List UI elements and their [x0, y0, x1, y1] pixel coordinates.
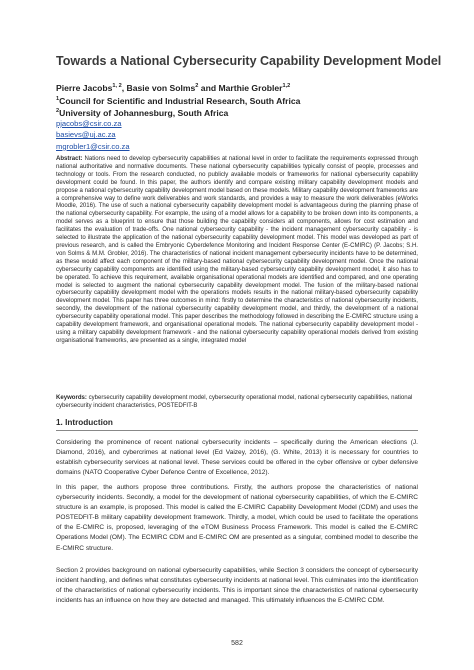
- author-block: [56, 82, 436, 120]
- author-name: Basie von Solms: [126, 83, 196, 93]
- author-separator: and: [198, 83, 219, 93]
- email-link[interactable]: mgrobler1@csir.co.za: [56, 141, 130, 151]
- affiliation-name: Council for Scientific and Industrial Research, South Africa: [59, 95, 301, 106]
- abstract: [56, 156, 418, 346]
- email-list: [56, 118, 130, 152]
- keywords-text: cybersecurity capability development model, cybersecurity operational model, national cybersecurity capabilities, national cybersecurity incident characteristics, POSTEDFIT-B: [56, 395, 413, 409]
- body-paragraph: Section 2 provides background on national cybersecurity capabilities, while Section 3 considers the concept of cybersecurity incident handling, and defines what constitutes cybersecurity incidents at national level. This culminates into the identification of the characteristics of national cybersecurity incidents. This is important since the characteristics of national cybersecurity incidents has an influence on how they are detected and managed. This ultimately influences the E-CMIRC CDM.: [56, 567, 418, 605]
- affiliation-number: 2: [56, 108, 60, 115]
- affiliation-marker: 1,2: [282, 83, 291, 90]
- abstract-text: Nations need to develop cybersecurity capabilities at national level in order to facilitate the requirements expressed through national authoritative and normative documents. These national cybersecurity capabilities typically consist of people, processes and technology or tools. From the research conducted, no publicly available models or frameworks for national cybersecurity capability development could be found. In this paper, the authors identify and compare existing military capability development models and propose a national cybersecurity capability development model based on these models. Military capability development frameworks are a comprehensive way to define work deliverables and work standards, and provides a way to measure the work deliverables (eWorks Moodle, 2016). The use of such a national cybersecurity capability development model is advantageous during the planning phase of the national cybersecurity capability. For example, the using of a model allows for a capability to be broken down into its components, a model serves as a blueprint to ensure that those building the capability considers all components, allows for cost estimation and facilitates the evaluation of trade-offs. One national cybersecurity capability - the incident management cybersecurity capability - is selected to illustrate the application of the national cybersecurity capability development model. This model was developed as part of previous research, and is called the Embryonic Cyberdefence Monitoring and Incident Response Center (E-CMIRC) (P. Jacobs; S.H. von Solms & M.M. Grobler, 2016). The characteristics of national incident management cybersecurity incidents have to be determined, as these would affect each component of the military-based national cybersecurity capability development model. Once the national cybersecurity capability components are identified using the military-based cybersecurity capability development model, it also has to be operated. To achieve this requirement, available organisational operational models are identified and compared, and one operating model is selected to augment the national cybersecurity capability development model. The fusion of the military-based national cybersecurity capability development model with the operations models results in the national military-based cybersecurity capability development model. This paper has three outcomes in mind: firstly to determine the characteristics of national cybersecurity incidents, secondly, the development of the national cybersecurity capability development model, and thirdly, the development of a national cybersecurity capability operational model. This paper describes the methodology followed in describing the E-CMIRC structure using a capability development framework, and organisational operational models. The national cybersecurity capability development model - using a military capability development framework - and the national cybersecurity capability operational models derived from existing organisational frameworks, are presented as a single, integrated model: [56, 156, 418, 344]
- affiliation-marker: 1, 2: [112, 83, 122, 90]
- author-name: Pierre Jacobs: [56, 83, 113, 93]
- section-divider: [56, 430, 418, 431]
- section-heading: 1. Introduction: [56, 418, 113, 427]
- abstract-label: Abstract:: [56, 156, 83, 162]
- author-separator: ,: [121, 83, 127, 93]
- affiliation-name: University of Johannesburg, South Africa: [59, 108, 229, 118]
- email-link[interactable]: pjacobs@csir.co.za: [56, 119, 122, 128]
- author-name: Marthie Grobler: [218, 83, 283, 93]
- keywords: [56, 395, 418, 411]
- affiliation-number: 1: [56, 95, 60, 102]
- email-link[interactable]: basievs@uj.ac.za: [56, 130, 116, 140]
- paper-title: Towards a National Cybersecurity Capability Development Model: [56, 54, 442, 68]
- page-number: 582: [231, 640, 243, 647]
- body-paragraph: Considering the prominence of recent national cybersecurity incidents – specifically during the American elections (J. Diamond, 2016), and cybercrimes at national level (Ed Vaizey, 2016), (G. White, 2013) it is necessary for countries to establish cybersecurity services at national level. These services could be offered in the cyber offensive or cyber defensive domains (NATO Cooperative Cyber Defence Centre of Excellence, 2012).: [56, 439, 418, 477]
- author-line: [56, 82, 436, 95]
- affiliation: [56, 95, 436, 108]
- keywords-label: Keywords:: [56, 395, 87, 401]
- body-paragraph: In this paper, the authors propose three contributions. Firstly, the authors propose the characteristics of national cybersecurity incidents. Secondly, a model for the development of national cybersecurity capabilities, of which the E-CMIRC structure is an example, is proposed. This model is called the E-CMIRC Capability Development Model (CDM) and uses the POSTEDFIT-B military capability development framework. Thirdly, a model, which could be used to facilitate the operations of the E-CMIRC is, proposed, leveraging of the eTOM Business Process Framework. This model is called the E-CMIRC Operations Model (OM). The ECMIRC CDM and E-CMIRC OM are presented as a singular, combined model to describe the E-CMIRC structure.: [56, 484, 418, 552]
- affiliation-marker: 2: [195, 83, 199, 90]
